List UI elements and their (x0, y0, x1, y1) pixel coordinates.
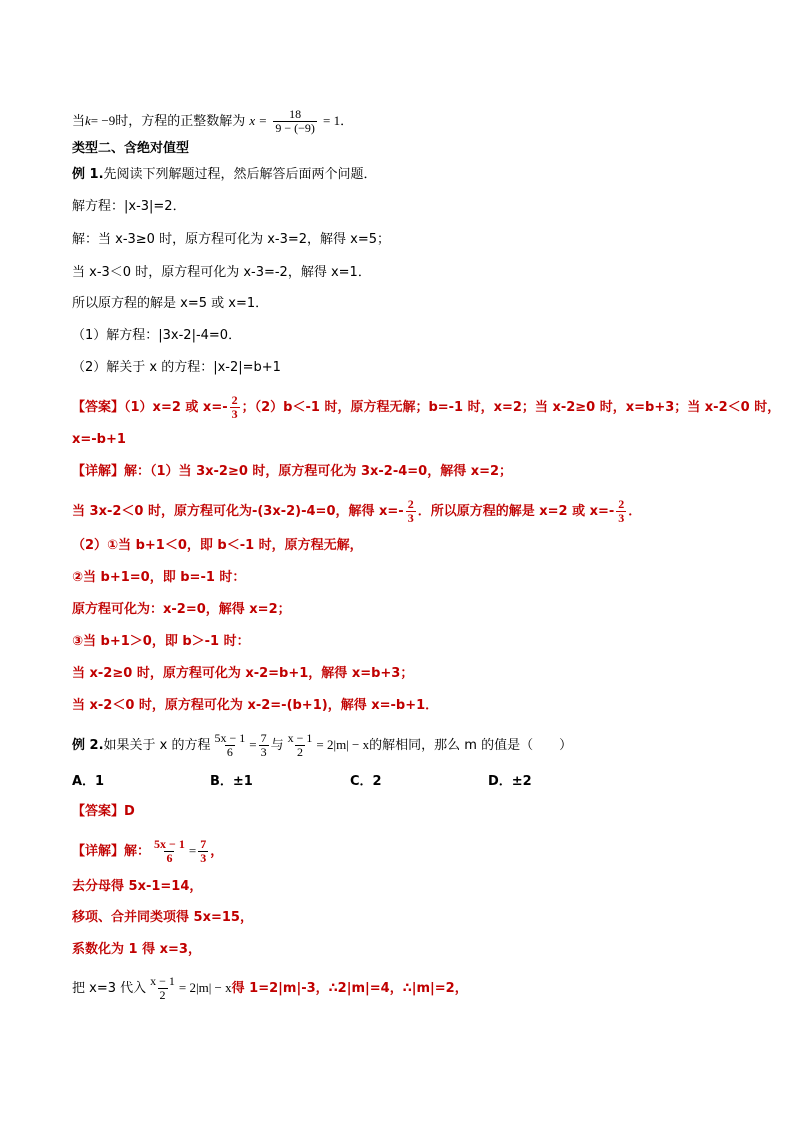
fraction: $\frac{7}{3}$ (260, 731, 267, 759)
fraction: $\frac{x - 1}{2}$ (150, 974, 175, 1002)
option-a[interactable]: A．1 (72, 774, 105, 789)
explanation-line: （2）①当 b+1＜0，即 b＜-1 时，原方程无解， (72, 538, 363, 553)
line-k-solution: 当k= −9时，方程的正整数解为 x = $\frac{18}{9 - (-9)}$ = 1． (72, 107, 354, 135)
explanation-line: 把 x=3 代入 $\frac{x - 1}{2}$ = 2|m| − x得 1=2|m|-3，∴2|m|=4，∴|m|=2， (72, 974, 468, 1002)
fraction: $\frac{2}{3}$ (231, 393, 238, 421)
fraction: $\frac{7}{3}$ (200, 837, 207, 865)
explanation-2: 【详解】解： $\frac{5x - 1}{6}$ = $\frac{7}{3}$ ， (72, 837, 224, 865)
explanation-line: 移项、合并同类项得 5x=15， (72, 910, 253, 925)
answer-2: 【答案】D (72, 804, 135, 819)
question-2: （2）解关于 x 的方程：|x-2|=b+1 (72, 360, 281, 375)
option-c[interactable]: C．2 (350, 774, 382, 789)
fraction: $\frac{5x - 1}{6}$ (154, 837, 185, 865)
explanation-line: 当 x-2＜0 时，原方程可化为 x-2=-(b+1)，解得 x=-b+1． (72, 698, 439, 713)
solution-step: 当 x-3＜0 时，原方程可化为 x-3=-2，解得 x=1． (72, 265, 371, 280)
explanation-line: ③当 b+1＞0，即 b＞-1 时： (72, 634, 250, 649)
section-heading: 类型二、含绝对值型 (72, 141, 190, 156)
explanation-line: 当 3x-2＜0 时，原方程可化为-(3x-2)-4=0，解得 x=- $\frac{2}{3}$ ．所以原方程的解是 x=2 或 x=- $\frac{2}{3}$ ． (72, 497, 642, 525)
explanation-line: 当 x-2≥0 时，原方程可化为 x-2=b+1，解得 x=b+3； (72, 666, 414, 681)
question-1: （1）解方程：|3x-2|-4=0． (72, 328, 242, 343)
solution-step: 解：当 x-3≥0 时，原方程可化为 x-3=2，解得 x=5； (72, 232, 391, 247)
fraction: $\frac{18}{9 - (-9)}$ (275, 107, 315, 135)
fraction: $\frac{2}{3}$ (618, 497, 625, 525)
explanation-line: ②当 b+1=0，即 b=-1 时： (72, 570, 246, 585)
example-1-title: 例 1.先阅读下列解题过程，然后解答后面两个问题． (72, 167, 377, 182)
explanation-line: 系数化为 1 得 x=3， (72, 942, 201, 957)
answer-1: 【答案】（1）x=2 或 x=- $\frac{2}{3}$ ；（2）b＜-1 时，原方程无解；b=-1 时，x=2；当 x-2≥0 时，x=b+3；当 x-2＜0 时， (72, 393, 781, 421)
fraction: $\frac{x - 1}{2}$ (287, 731, 313, 759)
explanation-line: 原方程可化为：x-2=0，解得 x=2； (72, 602, 291, 617)
fraction: $\frac{5x - 1}{6}$ (214, 731, 246, 759)
answer-1-cont: x=-b+1 (72, 432, 126, 447)
equation-statement: 解方程：|x-3|=2． (72, 199, 186, 214)
solution-conclusion: 所以原方程的解是 x=5 或 x=1． (72, 296, 269, 311)
option-b[interactable]: B．±1 (210, 774, 253, 789)
choice-options (72, 770, 612, 788)
fraction: $\frac{2}{3}$ (407, 497, 414, 525)
option-d[interactable]: D．±2 (488, 774, 532, 789)
explanation-1: 【详解】解：（1）当 3x-2≥0 时，原方程可化为 3x-2-4=0，解得 x=2； (72, 464, 513, 479)
explanation-line: 去分母得 5x-1=14， (72, 879, 203, 894)
example-2-title: 例 2.如果关于 x 的方程 $\frac{5x - 1}{6}$ = $\frac{7}{3}$ 与 $\frac{x - 1}{2}$ = 2|m| − x的解相同，那么 m 的值是（ ） (72, 731, 573, 759)
